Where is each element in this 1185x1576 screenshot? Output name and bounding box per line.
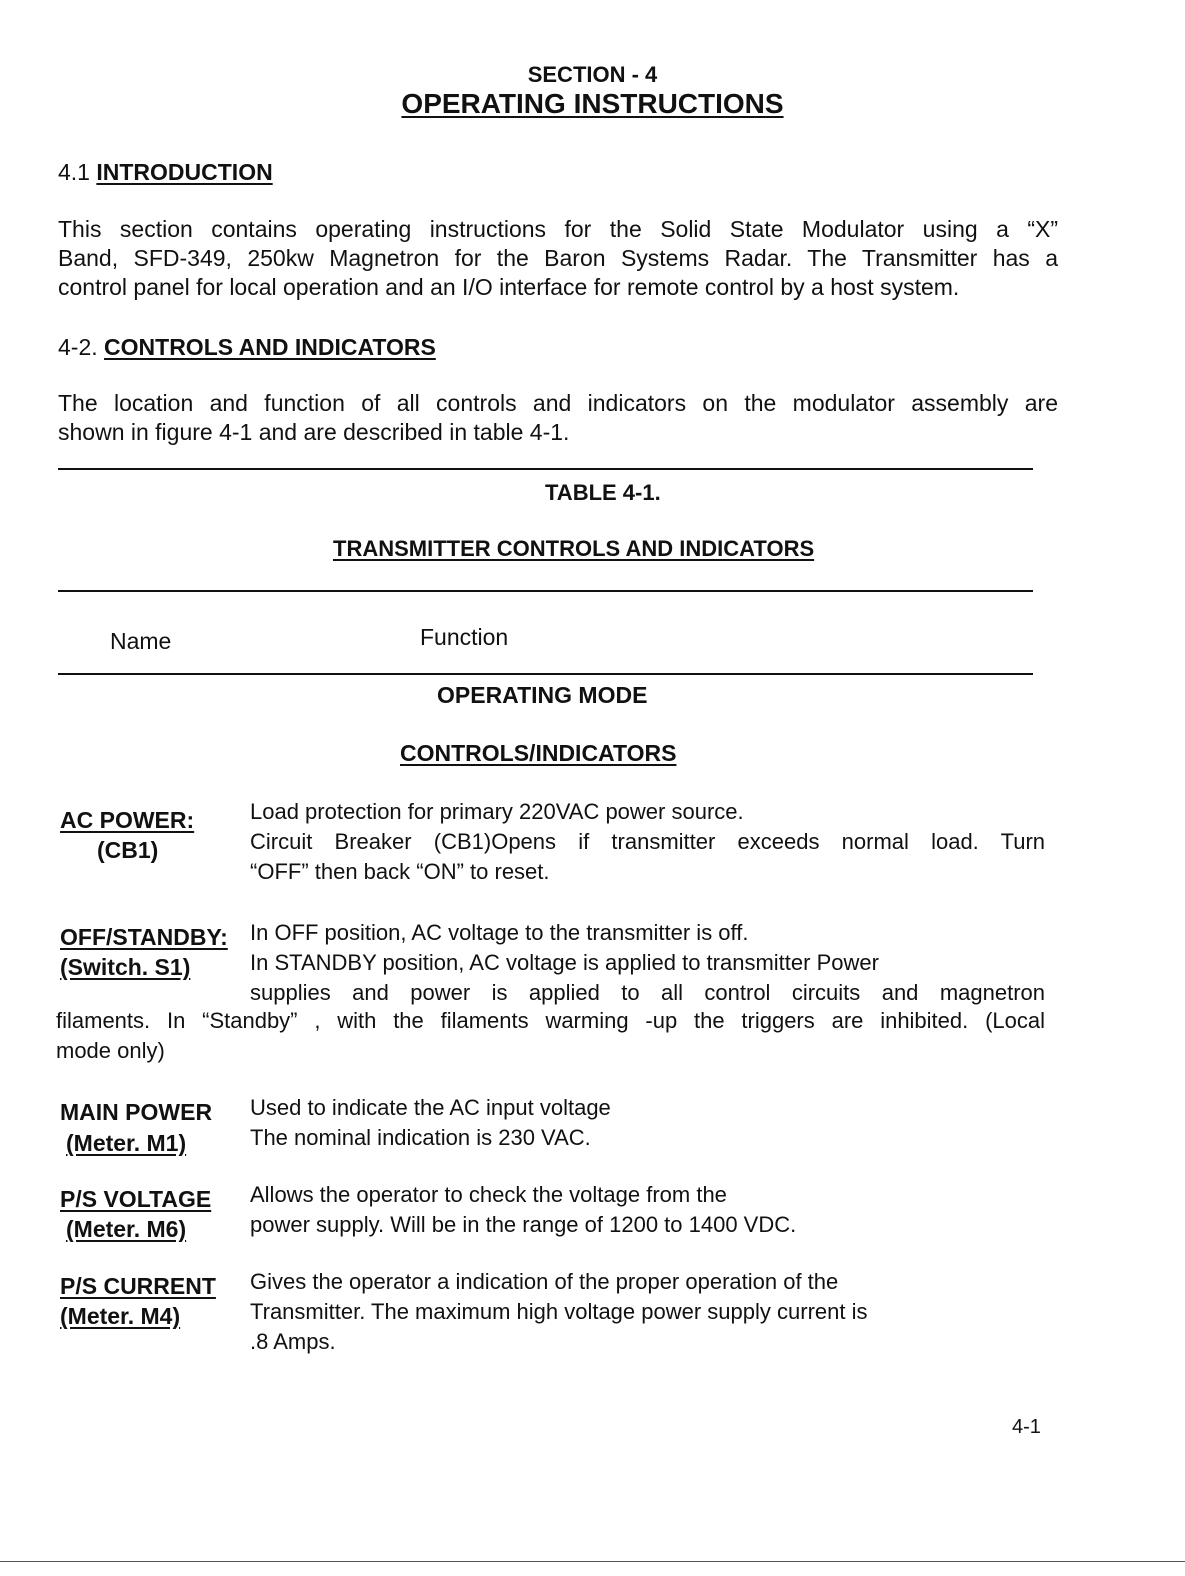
row-name-ac-power: AC POWER: xyxy=(60,807,195,833)
row-sub-ps-current: (Meter. M4) xyxy=(60,1303,181,1329)
page-number: 4-1 xyxy=(1012,1416,1041,1438)
intro-line: control panel for local operation and an I/O interface for remote control by a host system. xyxy=(58,274,960,300)
desc-line: power supply. Will be in the range of 1200 to 1400 VDC. xyxy=(250,1212,797,1237)
table-title-rule xyxy=(58,590,1033,592)
controls-paragraph xyxy=(58,389,1058,447)
row-name-off-standby: OFF/STANDBY: xyxy=(60,924,228,950)
desc-line: filaments. In “Standby” , with the filaments warming -up the triggers are inhibited. (Local xyxy=(56,1008,1045,1033)
controls-heading xyxy=(58,333,436,362)
intro-line: Band, SFD-349, 250kw Magnetron for the Baron Systems Radar. The Transmitter has a xyxy=(58,245,1058,271)
desc-line: Used to indicate the AC input voltage xyxy=(250,1095,611,1120)
desc-line: Gives the operator a indication of the proper operation of the xyxy=(250,1269,839,1294)
group-heading: OPERATING MODE xyxy=(437,682,648,708)
desc-line: In OFF position, AC voltage to the transmitter is off. xyxy=(250,920,749,945)
row-name-main-power: MAIN POWER xyxy=(60,1099,213,1125)
row-sub-main-power: (Meter. M1) xyxy=(66,1130,187,1156)
desc-line: supplies and power is applied to all control circuits and magnetron xyxy=(250,980,1045,1005)
row-desc-off-standby xyxy=(250,918,1045,1008)
column-header-function: Function xyxy=(420,624,509,650)
desc-line: Circuit Breaker (CB1)Opens if transmitter exceeds normal load. Turn xyxy=(250,829,1045,854)
controls-number: 4-2. xyxy=(58,334,98,360)
row-name-ps-voltage: P/S VOLTAGE xyxy=(60,1186,212,1212)
intro-line: This section contains operating instructions for the Solid State Modulator using a “X” xyxy=(58,216,1058,242)
desc-line: .8 Amps. xyxy=(250,1329,336,1354)
group-subheading: CONTROLS/INDICATORS xyxy=(400,740,677,766)
desc-line: mode only) xyxy=(56,1038,165,1063)
table-top-rule xyxy=(58,468,1033,470)
page-title: OPERATING INSTRUCTIONS xyxy=(401,88,784,119)
table-label: TABLE 4-1. xyxy=(545,480,661,505)
row-sub-ps-voltage: (Meter. M6) xyxy=(66,1216,187,1242)
desc-line: Allows the operator to check the voltage from the xyxy=(250,1182,727,1207)
desc-line: “OFF” then back “ON” to reset. xyxy=(250,859,550,884)
section-label: SECTION - 4 xyxy=(527,62,658,87)
row-desc-ps-voltage xyxy=(250,1180,1045,1240)
desc-line: Load protection for primary 220VAC power source. xyxy=(250,799,744,824)
row-desc-off-standby-wrap xyxy=(56,1006,1045,1066)
intro-heading xyxy=(58,158,273,187)
row-desc-main-power xyxy=(250,1093,1045,1153)
scan-edge-line xyxy=(0,1561,1185,1562)
controls-line: shown in figure 4-1 and are described in table 4-1. xyxy=(58,419,570,445)
desc-line: Transmitter. The maximum high voltage power supply current is xyxy=(250,1299,868,1324)
table-title: TRANSMITTER CONTROLS AND INDICATORS xyxy=(333,536,815,561)
row-name-ps-current: P/S CURRENT xyxy=(60,1273,216,1299)
desc-line: The nominal indication is 230 VAC. xyxy=(250,1125,591,1150)
row-desc-ac-power xyxy=(250,797,1045,887)
intro-title: INTRODUCTION xyxy=(96,159,273,185)
row-sub-off-standby: (Switch. S1) xyxy=(60,954,191,980)
column-header-rule xyxy=(58,673,1033,675)
controls-line: The location and function of all controls and indicators on the modulator assembly are xyxy=(58,390,1058,416)
row-sub-ac-power: (CB1) xyxy=(97,837,159,863)
controls-title: CONTROLS AND INDICATORS xyxy=(104,334,436,360)
intro-paragraph xyxy=(58,215,1058,302)
column-header-name: Name xyxy=(110,628,172,654)
row-desc-ps-current xyxy=(250,1267,1045,1357)
desc-line: In STANDBY position, AC voltage is applied to transmitter Power xyxy=(250,950,879,975)
intro-number: 4.1 xyxy=(58,159,90,185)
